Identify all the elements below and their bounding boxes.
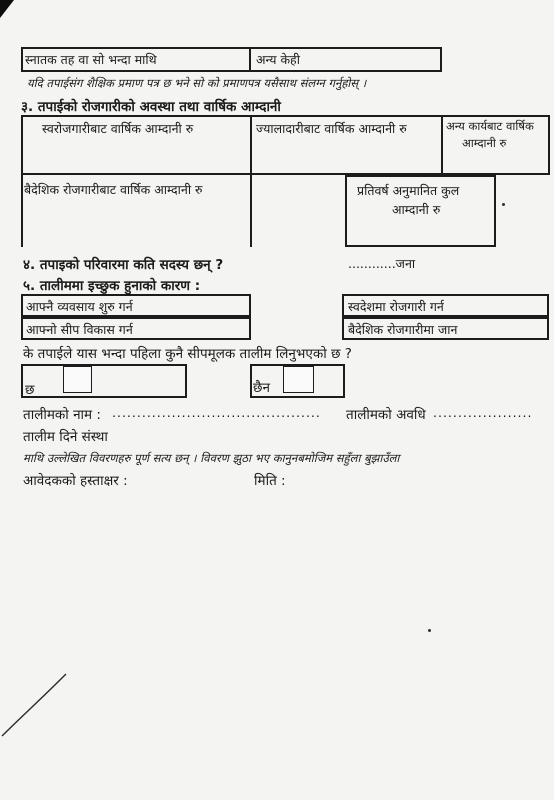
training-name-label: तालीमको नाम : bbox=[23, 407, 101, 423]
other-work-label-line2: आम्दानी रु bbox=[462, 136, 507, 150]
family-members-field[interactable]: ............जना bbox=[348, 256, 416, 271]
section-4-question: ४. तपाइको परिवारमा कति सदस्य छन् ? bbox=[23, 257, 224, 273]
self-employment-label: स्वरोजगारीबाट वार्षिक आम्दानी रु bbox=[42, 121, 194, 136]
foreign-employment-field-border-right bbox=[250, 175, 252, 247]
training-duration-field[interactable]: .................... bbox=[433, 405, 533, 420]
previous-training-no-label: छैन bbox=[253, 380, 270, 396]
applicant-signature-label: आवेदकको हस्ताक्षर : bbox=[23, 473, 128, 489]
estimated-total-label-line1: प्रतिवर्ष अनुमानित कुल bbox=[357, 183, 460, 198]
stray-mark bbox=[428, 629, 431, 632]
pen-stroke bbox=[0, 670, 70, 740]
date-label: मिति : bbox=[254, 473, 286, 489]
training-institute-label: तालीम दिने संस्था bbox=[23, 429, 108, 445]
section-3-heading: ३. तपाईको रोजगारीको अवस्था तथा वार्षिक आम्दानी bbox=[21, 99, 281, 115]
wage-employment-label: ज्यालादारीबाट वार्षिक आम्दानी रु bbox=[256, 121, 407, 136]
reason-own-business-label: आफ्नै व्यवसाय शुरु गर्न bbox=[26, 299, 133, 314]
training-duration-label: तालीमको अवधि bbox=[346, 407, 426, 423]
foreign-employment-label: बैदेशिक रोजगारीबाट वार्षिक आम्दानी रु bbox=[24, 182, 203, 197]
previous-training-no-checkbox[interactable] bbox=[283, 366, 314, 393]
reason-skill-development-label: आफ्नो सीप विकास गर्न bbox=[26, 322, 133, 337]
education-row-divider bbox=[249, 47, 251, 72]
corner-mark bbox=[0, 0, 14, 18]
education-option-graduate[interactable]: स्नातक तह वा सो भन्दा माथि bbox=[25, 52, 157, 67]
other-work-label-line1: अन्य कार्यबाट वार्षिक bbox=[446, 119, 534, 133]
reason-domestic-employment-label: स्वदेशमा रोजगारी गर्न bbox=[348, 299, 444, 314]
previous-training-yes-option[interactable] bbox=[21, 364, 187, 398]
previous-training-yes-label: छ bbox=[25, 382, 35, 398]
section-5-heading: ५. तालीममा इच्छुक हुनाको कारण : bbox=[23, 278, 201, 294]
stray-mark bbox=[502, 203, 505, 206]
estimated-total-label-line2: आम्दानी रु bbox=[392, 202, 441, 217]
certificate-note: यदि तपाईसंग शैक्षिक प्रमाण पत्र छ भने सो को प्रमाणपत्र यसैसाथ संलग्न गर्नुहोस् । bbox=[27, 76, 367, 90]
previous-training-yes-checkbox[interactable] bbox=[63, 366, 92, 393]
declaration-text: माथि उल्लेखित विवरणहरु पूर्ण सत्य छन् । विवरण झुठा भए कानुनबमोजिम सहुँला बुझाउँला bbox=[23, 451, 400, 465]
education-option-other[interactable]: अन्य केही bbox=[256, 52, 300, 67]
foreign-employment-field-border[interactable] bbox=[21, 175, 23, 247]
previous-training-question: के तपाईले यास भन्दा पहिला कुनै सीपमूलक तालीम लिनुभएको छ ? bbox=[23, 346, 352, 362]
training-name-field[interactable]: .......................................... bbox=[112, 405, 321, 420]
reason-foreign-employment-label: बैदेशिक रोजगारीमा जान bbox=[348, 322, 458, 337]
